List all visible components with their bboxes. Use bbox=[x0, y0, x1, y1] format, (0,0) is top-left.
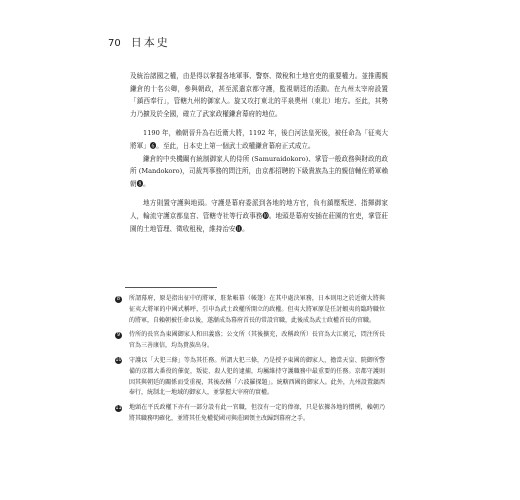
footnote bbox=[115, 294, 385, 326]
running-title: 日本史 bbox=[130, 36, 170, 49]
footnote-divider bbox=[125, 287, 217, 288]
footnote bbox=[115, 403, 385, 425]
page-number: 70 bbox=[108, 38, 121, 49]
footnote-text: 地頭在平氏政權下亦有一部分設有此一官職，但沒有一定的俸祿，只是依據各地的慣例，賴朝乃將其職務明確化，並將其任免權從國司與莊園領主改歸到幕府之手。 bbox=[129, 404, 385, 422]
paragraph: 1190 年，賴朝晉升為右近衛大將，1192 年，後白河法皇死後，被任命為「征夷大將軍」❻。至此，日本史上第一個武士政權鎌倉幕府正式成立。 bbox=[130, 129, 388, 150]
footnote-number: 8 bbox=[116, 295, 121, 302]
footnotes bbox=[115, 294, 385, 429]
paragraph: 鎌倉的中央機關有統制御家人的侍所 (Samuraidokoro)、掌管一般政務與財政的政所 (Mandokoro)，司裁判事務的問注所，由京都招聘的下級貴族為主的親信輔佐將軍賴朝❽。 bbox=[130, 154, 388, 188]
paragraph: 地方則置守護與地頭。守護是幕府委派到各地的地方官，負有鎮壓叛逆、指揮御家人，輪流守護京都皇宮、管轄寺社等行政事務❿。地頭是幕府安插在莊園的官吏，掌管莊園的土地管理、徵收租稅，維持治安⓫。 bbox=[130, 199, 388, 233]
footnote bbox=[115, 356, 385, 399]
footnote bbox=[115, 330, 385, 352]
footnote-text: 所謂幕府，原是指出征中的將軍，駐紮帳幕（帳篷）在其中處決軍務，日本則用之於近衛大將與征夷大將軍的中國式稱呼，引申為武士政權所開立的政權。但夷大將軍原是任討蝦夷的臨時職位的將軍，自賴朝被任命以後，遂漸成為幕府首長的常設官職，此後成為武士政權首長的官職。 bbox=[129, 295, 385, 324]
footnote-number: 11 bbox=[115, 404, 122, 411]
main-text bbox=[130, 70, 388, 235]
running-header bbox=[108, 34, 170, 48]
footnote-text: 侍所的長官為東國御家人和田義盛；公文所（其後擴充，改稱政所）長官為大江廣元，問注所長官為三善康信，均為貴族出身。 bbox=[129, 331, 385, 350]
footnote-number: 9 bbox=[116, 331, 121, 338]
paragraph: 及統治諸國之權，由是得以掌握各地軍事、警察、徵稅和土地官吏的重要權力。並推薦親鎌倉的十名公卿，參與朝政，甚至派遣京都守護，監視朝廷的活動。在九州太宰府設置「鎮西奉行」，管轄九州的御家人。旋又攻打東北的平泉奧州（東北）地方。至此，其勢力乃擴及於全國，確立了武家政權鎌倉幕府的地位。 bbox=[130, 72, 388, 118]
footnote-number: 10 bbox=[115, 357, 122, 364]
footnote-text: 守護以「大犯三條」等為其任務。所謂大犯三條，乃是授予東國的御家人，擔當天皇、院御所警備的京都大番役的催促，叛徒、殺人犯的逮捕，均屬維持守護職務中最重要的任務。京都守護則因其與朝廷的關係而受重視，其後改稱「六波羅探題」。統轄西國的御家人。此外，九州設置鎮西奉行，統制北一地域的御家人，並掌握大宰府的實權。 bbox=[129, 356, 385, 397]
